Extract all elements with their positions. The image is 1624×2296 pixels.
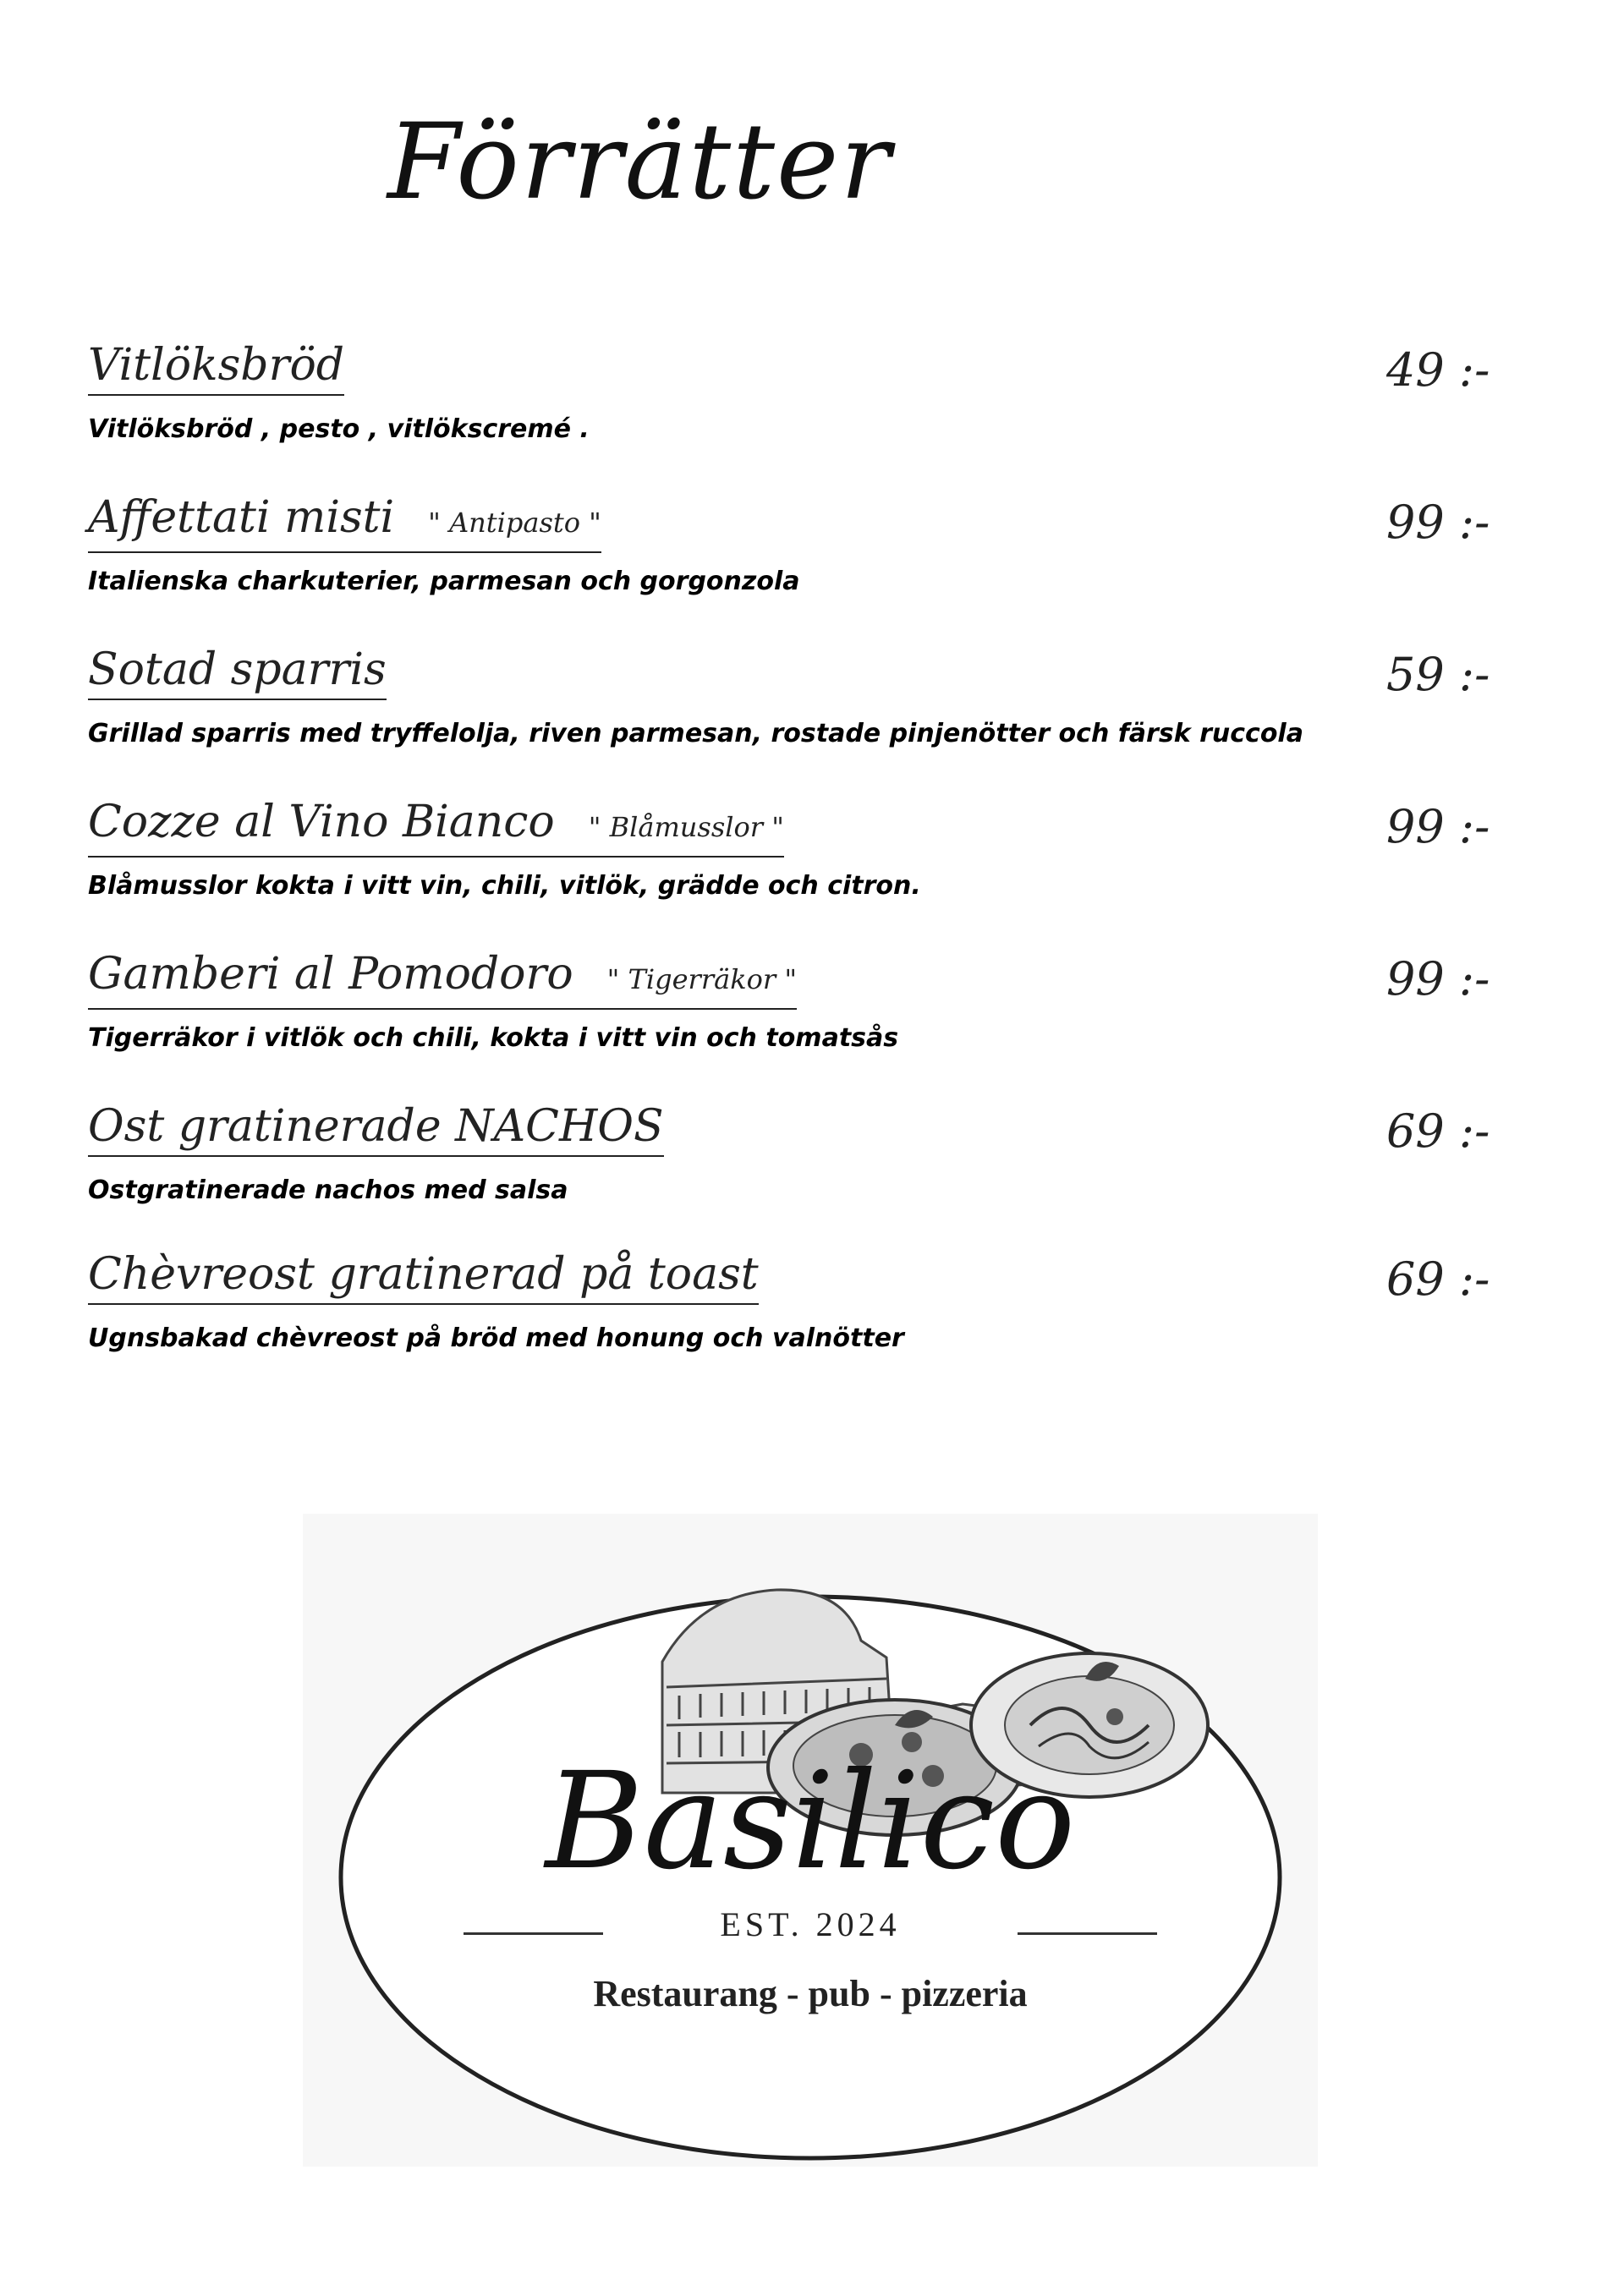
item-subtitle: " Antipasto " — [428, 507, 601, 539]
page-title: Förrätter — [387, 101, 892, 223]
item-price: 69 :- — [1386, 1104, 1490, 1158]
item-name-text: Cozze al Vino Bianco — [88, 797, 555, 847]
menu-item-sotad-sparris — [88, 643, 1526, 753]
logo-tagline: Restaurang - pub - pizzeria — [593, 1973, 1028, 2014]
item-name-text: Gamberi al Pomodoro — [88, 949, 573, 1000]
item-price: 49 :- — [1386, 343, 1490, 397]
menu-item-chevreost-gratinerad — [88, 1247, 1526, 1357]
menu-item-cozze-al-vino-bianco — [88, 795, 1526, 905]
item-price: 99 :- — [1386, 496, 1490, 549]
item-subtitle: " Tigerräkor " — [606, 963, 798, 995]
item-name — [88, 947, 797, 1010]
item-name — [88, 490, 601, 553]
item-price: 69 :- — [1386, 1252, 1490, 1306]
menu-item-gamberi-al-pomodoro — [88, 947, 1526, 1057]
menu-item-vitloksbrod — [88, 338, 1526, 448]
item-name-text: Sotad sparris — [88, 644, 387, 695]
item-description: Vitlöksbröd , pesto , vitlökscremé . — [88, 414, 590, 444]
item-subtitle: " Blåmusslor " — [588, 811, 784, 843]
item-price: 99 :- — [1386, 952, 1490, 1006]
menu-item-ost-gratinerade-nachos — [88, 1099, 1526, 1209]
item-name — [88, 795, 784, 858]
item-name — [88, 1247, 759, 1305]
item-description: Ugnsbakad chèvreost på bröd med honung och valnötter — [88, 1323, 904, 1353]
item-description: Tigerräkor i vitlök och chili, kokta i vitt vin och tomatsås — [88, 1023, 899, 1053]
item-description: Blåmusslor kokta i vitt vin, chili, vitlök, grädde och citron. — [88, 871, 921, 901]
item-name — [88, 1099, 664, 1157]
logo-established: EST. 2024 — [720, 1905, 901, 1943]
item-description: Ostgratinerade nachos med salsa — [88, 1175, 568, 1205]
item-name-text: Chèvreost gratinerad på toast — [88, 1249, 759, 1300]
item-description: Italienska charkuterier, parmesan och gorgonzola — [88, 567, 800, 596]
restaurant-logo — [303, 1514, 1318, 2167]
item-name-text: Affettati misti — [88, 492, 395, 543]
item-price: 99 :- — [1386, 800, 1490, 853]
item-price: 59 :- — [1386, 648, 1490, 701]
item-name-text: Vitlöksbröd — [88, 340, 345, 391]
item-name — [88, 643, 387, 700]
item-name — [88, 338, 344, 396]
logo-name: Basilico — [545, 1744, 1076, 1899]
menu-item-affettati-misti — [88, 490, 1526, 600]
item-name-text: Ost gratinerade NACHOS — [88, 1101, 664, 1152]
item-description: Grillad sparris med tryffelolja, riven parmesan, rostade pinjenötter och färsk ruccola — [88, 719, 1303, 748]
